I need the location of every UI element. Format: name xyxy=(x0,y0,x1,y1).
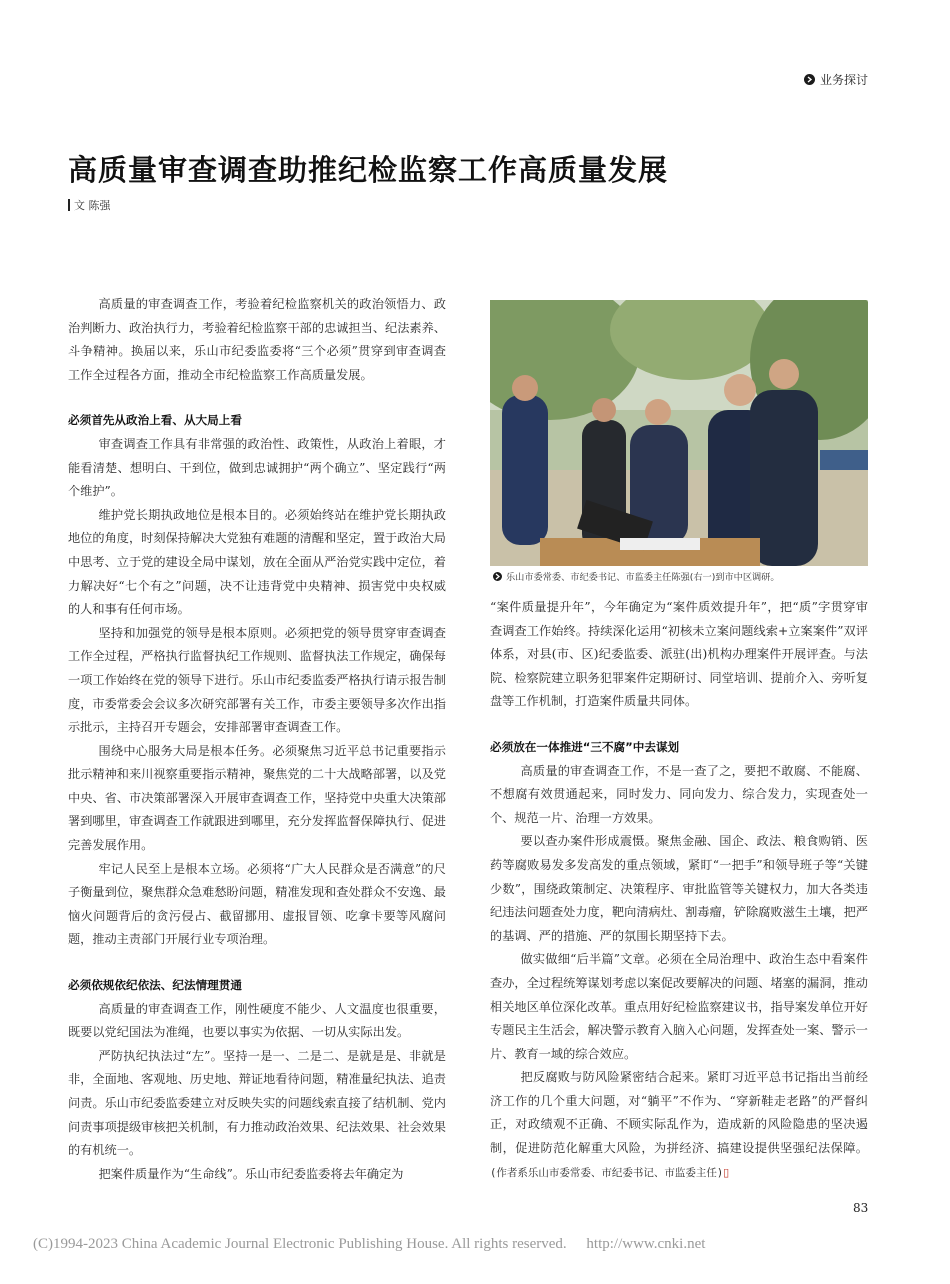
paragraph: 围绕中心服务大局是根本任务。必须聚焦习近平总书记重要指示批示精神和来川视察重要指示精神，聚焦党的二十大战略部署，以及党中央、省、市决策部署深入开展审查调查工作，坚持党中央重大决策部署到哪里，审查调查工作就跟进到哪里，充分发挥监督保障执行、促进完善发展作用。 xyxy=(68,743,446,853)
end-mark: ▯ xyxy=(723,1165,730,1179)
caption-text: 乐山市委常委、市纪委书记、市监委主任陈强(右一)到市中区调研。 xyxy=(506,572,780,583)
chevron-right-icon xyxy=(493,572,502,581)
page-number: 83 xyxy=(853,1201,869,1215)
footer xyxy=(33,1236,705,1253)
paragraph-text: 把反腐败与防风险紧密结合起来。紧盯习近平总书记指出当前经济工作的几个重大问题，对“躺平”不作为、“穿新鞋走老路”的严督纠正，对政绩观不正确、不顾实际乱作为，造成新的风险隐患的坚决遏制，促进防范化解重大风险，为拼经济、搞建设提供坚强纪法保障。 xyxy=(490,1070,868,1156)
byline-bar xyxy=(68,199,70,211)
copyright-text: (C)1994-2023 China Academic Journal Electronic Publishing House. All rights reserved. xyxy=(33,1236,567,1252)
author-note: (作者系乐山市委常委、市纪委书记、市监委主任) xyxy=(490,1166,724,1179)
paragraph: 维护党长期执政地位是根本目的。必须始终站在维护党长期执政地位的角度，时刻保持解决大党独有难题的清醒和坚定，置于政治大局中思考、立于党的建设全局中谋划，放在全面从严治党实践中定位，着力解决好“七个有之”问题，决不让违背党中央精神、损害党中央权威的人和事有任何市场。 xyxy=(68,507,446,617)
paragraph: “案件质量提升年”，今年确定为“案件质效提升年”，把“质”字贯穿审查调查工作始终。持续深化运用“初核未立案问题线索+立案案件”双评体系，对县(市、区)纪委监委、派驻(出)机构办理案件开展评查。与法院、检察院建立职务犯罪案件定期研讨、同堂培训、提前介入、旁听复盘等工作机制，打造案件质量共同体。 xyxy=(490,600,868,709)
section-heading: 必须依规依纪依法、纪法情理贯通 xyxy=(68,978,242,993)
paragraph: 要以查办案件形成震慑。聚焦金融、国企、政法、粮食购销、医药等腐败易发多发高发的重点领域，紧盯“一把手”和领导班子等“关键少数”，围绕政策制定、决策程序、审批监管等关键权力，加大各类违纪违法问题查处力度，靶向清病灶、割毒瘤，铲除腐败滋生土壤，把严的基调、严的措施、严的氛围长期坚持下去。 xyxy=(490,834,868,943)
paragraph: 牢记人民至上是根本立场。必须将“广大人民群众是否满意”的尺子衡量到位，聚焦群众急难愁盼问题，精准发现和查处群众不安逸、最恼火问题背后的贪污侵占、截留挪用、虚报冒领、吃拿卡要等风腐问题，推动主责部门开展行业专项治理。 xyxy=(68,861,446,947)
right-column xyxy=(490,596,868,1185)
paragraph: 高质量的审查调查工作，不是一查了之，要把不敢腐、不能腐、不想腐有效贯通起来，同时发力、同向发力、综合发力，实现查处一个、规范一片、治理一方效果。 xyxy=(490,763,868,825)
paragraph: 严防执纪执法过“左”。坚持一是一、二是二、是就是是、非就是非，全面地、客观地、历史地、辩证地看待问题，精准量纪执法、追责问责。乐山市纪委监委建立对反映失实的问题线索直接了结机制、党内问责事项提级审核把关机制，有力推动政治效果、纪法效果、社会效果的有机统一。 xyxy=(68,1048,446,1158)
photo-caption xyxy=(493,569,871,583)
paragraph: 高质量的审查调查工作，考验着纪检监察机关的政治领悟力、政治判断力、政治执行力，考验着纪检监察干部的忠诚担当、纪法素养、斗争精神。换届以来，乐山市纪委监委将“三个必须”贯穿到审查调查工作全过程各方面，推动全市纪检监察工作高质量发展。 xyxy=(68,297,446,382)
paragraph: 做实做细“后半篇”文章。必须在全局治理中、政治生态中看案件查办，全过程统筹谋划考虑以案促改要解决的问题、堵塞的漏洞，推动相关地区单位深化改革。重点用好纪检监察建议书，指导案发单位开好专题民主生活会，解决警示教育入脑入心问题，发挥查处一案、警示一片、教育一域的综合效应。 xyxy=(490,952,868,1061)
section-tag xyxy=(804,71,868,88)
photo-illustration xyxy=(490,300,868,566)
byline xyxy=(68,197,111,213)
paragraph: 高质量的审查调查工作，刚性硬度不能少、人文温度也很重要，既要以党纪国法为准绳，也要以事实为依据、一切从实际出发。 xyxy=(68,1001,446,1040)
news-photo xyxy=(490,300,868,566)
chevron-right-icon xyxy=(804,74,815,85)
section-heading: 必须首先从政治上看、从大局上看 xyxy=(68,413,242,428)
paragraph: 把案件质量作为“生命线”。乐山市纪委监委将去年确定为 xyxy=(98,1166,404,1181)
byline-text: 文 陈强 xyxy=(74,199,111,212)
section-heading: 必须放在一体推进“三不腐”中去谋划 xyxy=(490,739,680,754)
section-label: 业务探讨 xyxy=(820,73,869,87)
footer-link[interactable]: http://www.cnki.net xyxy=(586,1236,706,1252)
paragraph: 坚持和加强党的领导是根本原则。必须把党的领导贯穿审查调查工作全过程，严格执行监督执纪工作规则、监督执法工作规定，确保每一项工作始终在党的领导下进行。乐山市纪委监委严格执行请示报告制度，市委常委会会议多次研究部署有关工作，市委主要领导多次作出指示批示，主持召开专题会，安排部署审查调查工作。 xyxy=(68,625,446,735)
left-column xyxy=(68,293,446,1186)
paragraph: 审查调查工作具有非常强的政治性、政策性，从政治上着眼，才能看清楚、想明白、干到位，做到忠诚拥护“两个确立”、坚定践行“两个维护”。 xyxy=(68,436,446,499)
article-title: 高质量审查调查助推纪检监察工作高质量发展 xyxy=(68,153,669,187)
paragraph xyxy=(490,1066,868,1185)
